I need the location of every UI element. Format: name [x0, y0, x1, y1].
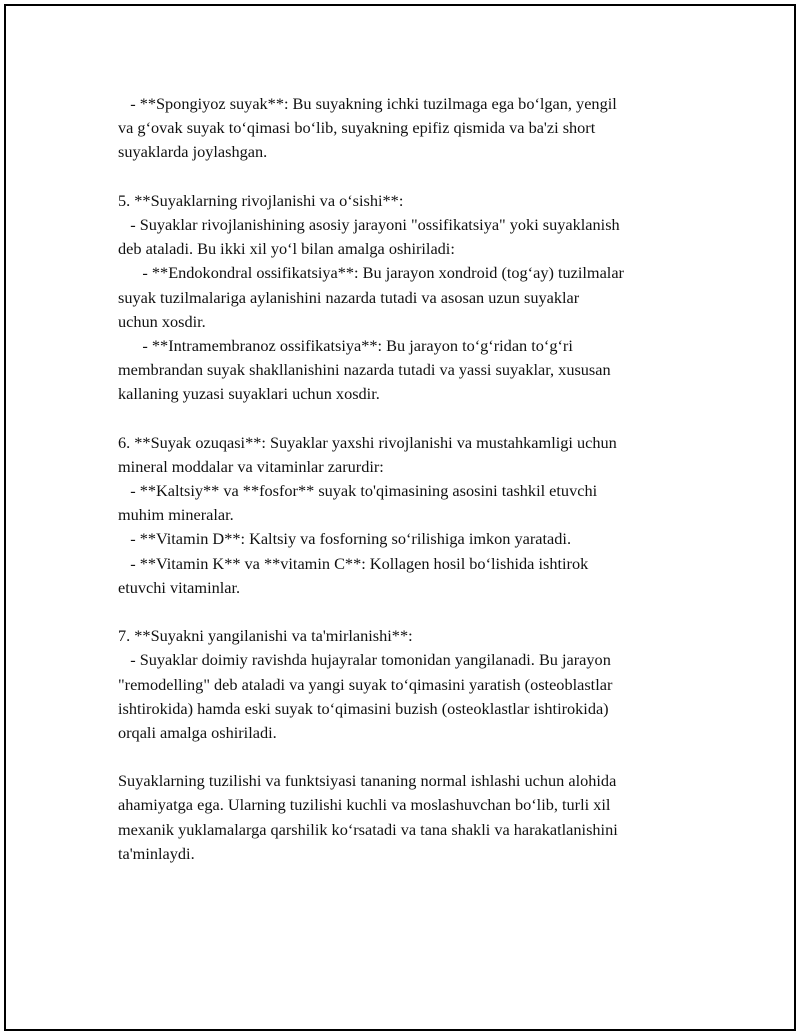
text-line: - Suyaklar doimiy ravishda hujayralar tomonidan yangilanadi. Bu jarayon — [118, 650, 611, 670]
text-line: - **Spongiyoz suyak**: Bu suyakning ichki tuzilmaga ega bo‘lgan, yengil — [118, 94, 617, 113]
text-line: - **Vitamin D**: Kaltsiy va fosforning so‘rilishiga imkon yaratadi. — [118, 529, 572, 549]
text-line: mineral moddalar va vitaminlar zarurdir: — [118, 456, 384, 476]
text-line: suyaklarda joylashgan. — [118, 142, 268, 162]
paragraph-gap — [118, 406, 688, 430]
text-line: deb ataladi. Bu ikki xil yo‘l bilan amalga oshiriladi: — [118, 239, 455, 259]
text-line: - **Vitamin K** va **vitamin C**: Kollagen hosil bo‘lishida ishtirok — [118, 553, 589, 573]
text-line: orqali amalga oshiriladi. — [118, 722, 277, 742]
section-heading: 6. **Suyak ozuqasi**: Suyaklar yaxshi rivojlanishi va mustahkamligi uchun — [118, 432, 617, 452]
text-line: - **Intramembranoz ossifikatsiya**: Bu jarayon to‘g‘ridan to‘g‘ri — [118, 335, 573, 355]
document-body — [118, 92, 688, 866]
text-line: suyak tuzilmalariga aylanishini nazarda tutadi va asosan uzun suyaklar — [118, 287, 580, 307]
text-line: va g‘ovak suyak to‘qimasi bo‘lib, suyakning epifiz qismida va ba'zi short — [118, 118, 596, 138]
text-line: membrandan suyak shakllanishini nazarda tutadi va yassi suyaklar, xususan — [118, 360, 611, 380]
paragraph-conclusion — [118, 769, 688, 866]
section-suyak-ozuqasi — [118, 431, 688, 600]
text-line: ahamiyatga ega. Ularning tuzilishi kuchli va moslashuvchan bo‘lib, turli xil — [118, 795, 611, 815]
section-yangilanish-va-tamirlanish — [118, 624, 688, 745]
text-line: uchun xosdir. — [118, 311, 206, 331]
paragraph-gap — [118, 745, 688, 769]
text-line: - Suyaklar rivojlanishining asosiy jarayoni "ossifikatsiya" yoki suyaklanish — [118, 214, 620, 234]
text-line: etuvchi vitaminlar. — [118, 577, 241, 597]
text-line: mexanik yuklamalarga qarshilik ko‘rsatadi va tana shakli va harakatlanishini — [118, 819, 618, 839]
section-rivojlanish-va-osish — [118, 189, 688, 407]
text-line: "remodelling" deb ataladi va yangi suyak to‘qimasini yaratish (osteoblastlar — [118, 674, 613, 694]
text-line: ta'minlaydi. — [118, 843, 195, 863]
text-line: kallaning yuzasi suyaklari uchun xosdir. — [118, 384, 380, 404]
section-heading: 7. **Suyakni yangilanishi va ta'mirlanishi**: — [118, 626, 413, 646]
text-line: ishtirokida) hamda eski suyak to‘qimasini buzish (osteoklastlar ishtirokida) — [118, 698, 609, 718]
section-heading: 5. **Suyaklarning rivojlanishi va o‘sishi**: — [118, 190, 404, 210]
text-line: Suyaklarning tuzilishi va funktsiyasi tananing normal ishlashi uchun alohida — [118, 771, 617, 791]
paragraph-gap — [118, 600, 688, 624]
paragraph-spongiyoz-suyak — [118, 92, 688, 165]
text-line: - **Endokondral ossifikatsiya**: Bu jarayon xondroid (tog‘ay) tuzilmalar — [118, 263, 624, 283]
text-line: muhim mineralar. — [118, 505, 234, 525]
text-line: - **Kaltsiy** va **fosfor** suyak to'qimasining asosini tashkil etuvchi — [118, 481, 598, 500]
paragraph-gap — [118, 165, 688, 189]
